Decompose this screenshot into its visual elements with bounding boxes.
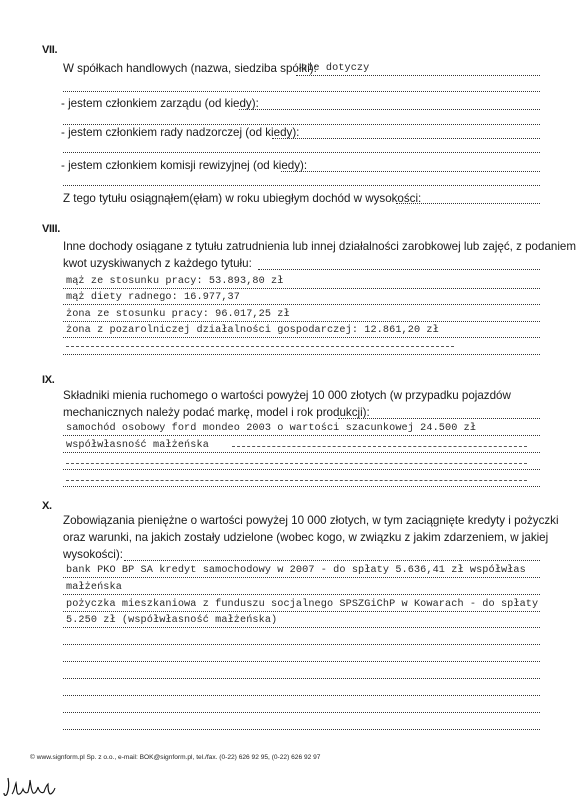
answer-line (296, 75, 540, 76)
dash-fill-line (232, 446, 527, 447)
section-vii-audit: - jestem członkiem komisji rewizyjnej (od kiedy): (61, 159, 308, 172)
answer-line (63, 469, 540, 470)
section-x-entry: małżeńska (66, 582, 122, 593)
section-ix-entry: współwłasność małżeńska (66, 440, 209, 451)
answer-line (63, 577, 540, 578)
section-viii-entry: mąż ze stosunku pracy: 53.893,80 zł (66, 276, 284, 287)
section-ix-text-line1: Składniki mienia ruchomego o wartości powyżej 10 000 złotych (w przypadku pojazdów (63, 389, 511, 402)
section-x-numeral: X. (42, 500, 52, 512)
section-ix-text-line2: mechanicznych należy podać markę, model i rok produkcji): (63, 406, 370, 419)
section-viii-entry: żona ze stosunku pracy: 96.017,25 zł (66, 309, 290, 320)
answer-line (63, 644, 540, 645)
section-x-text-line1: Zobowiązania pieniężne o wartości powyżej 10 000 złotych, w tym zaciągnięte kredyty i pożyczki (63, 514, 559, 527)
answer-line (338, 418, 540, 419)
section-x-text-line2: oraz warunki, na jakich zostały udzielone (wobec kogo, w związku z jakim zdarzeniem, w jakiej (63, 531, 549, 544)
dash-fill-line (66, 480, 527, 481)
section-x-entry: 5.250 zł (współwłasność małżeńska) (66, 615, 278, 626)
answer-line (63, 288, 540, 289)
footer-copyright: © www.signform.pl Sp. z o.o., e-mail: BOK@signform.pl, tel./fax. (0-22) 626 92 95, (0-22) 626 92 97 (30, 754, 321, 761)
answer-line (63, 152, 540, 153)
section-viii-numeral: VIII. (42, 223, 61, 235)
answer-line (63, 661, 540, 662)
answer-line (63, 594, 540, 595)
answer-line (63, 321, 540, 322)
handwritten-signature (2, 774, 58, 798)
answer-line (63, 354, 540, 355)
section-viii-entry: mąż diety radnego: 16.977,37 (66, 292, 240, 303)
answer-line (281, 171, 540, 172)
section-x-entry: bank PKO BP SA kredyt samochodowy w 2007 - do spłaty 5.636,41 zł współwłas (66, 565, 526, 576)
answer-line (63, 185, 540, 186)
answer-line (63, 124, 540, 125)
section-vii-numeral: VII. (42, 44, 58, 56)
answer-line (63, 729, 540, 730)
answer-line (63, 435, 540, 436)
answer-line (63, 627, 540, 628)
answer-line (63, 304, 540, 305)
section-vii-answer: nie dotyczy (301, 63, 370, 74)
dash-fill-line (66, 346, 454, 347)
answer-line (63, 452, 540, 453)
answer-line (63, 678, 540, 679)
answer-line (63, 611, 540, 612)
section-viii-text-line1: Inne dochody osiągane z tytułu zatrudnienia lub innej działalności zarobkowej lub zajęć, z podaniem (63, 240, 577, 253)
answer-line (63, 695, 540, 696)
section-viii-entry: żona z pozarolniczej działalności gospodarczej: 12.861,20 zł (66, 325, 439, 336)
answer-line (124, 560, 540, 561)
section-vii-income: Z tego tytułu osiągnąłem(ęłam) w roku ubiegłym dochód w wysokości: (63, 192, 422, 205)
section-vii-supervisory: - jestem członkiem rady nadzorczej (od kiedy): (61, 126, 300, 139)
section-x-entry: pożyczka mieszkaniowa z funduszu socjalnego SPSZGiChP w Kowarach - do spłaty (66, 599, 539, 610)
answer-line (258, 269, 540, 270)
answer-line (239, 109, 540, 110)
dash-fill-line (66, 463, 527, 464)
answer-line (396, 203, 540, 204)
section-ix-entry: samochód osobowy ford mondeo 2003 o wartości szacunkowej 24.500 zł (66, 423, 477, 434)
answer-line (63, 486, 540, 487)
section-vii-board: - jestem członkiem zarządu (od kiedy): (61, 97, 259, 110)
answer-line (63, 712, 540, 713)
answer-line (63, 91, 540, 92)
section-x-text-line3: wysokości): (63, 548, 123, 561)
answer-line (63, 337, 540, 338)
answer-line (272, 138, 540, 139)
section-vii-intro: W spółkach handlowych (nazwa, siedziba spółki): (63, 62, 317, 75)
section-ix-numeral: IX. (42, 374, 55, 386)
section-viii-text-line2: kwot uzyskiwanych z każdego tytułu: (63, 257, 252, 270)
